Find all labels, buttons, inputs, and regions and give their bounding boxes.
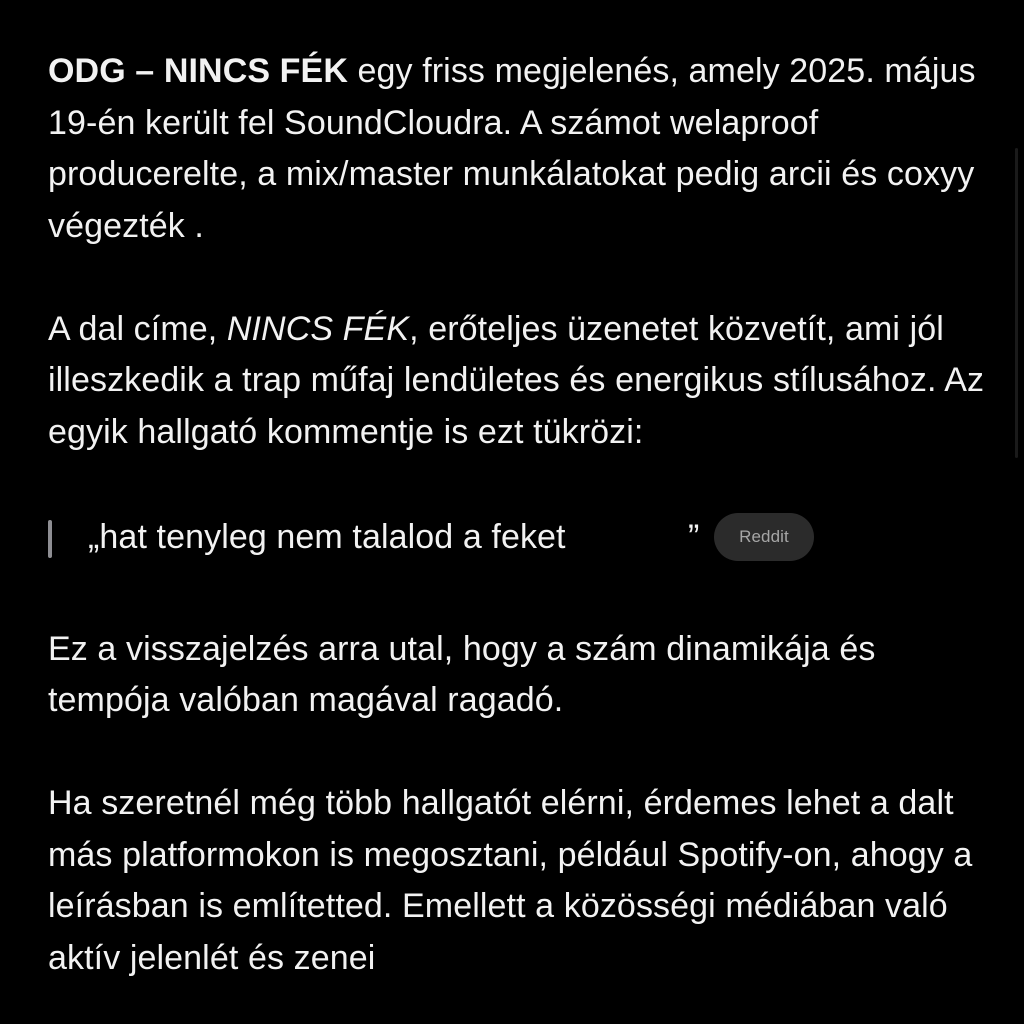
song-title-italic: NINCS FÉK <box>226 309 410 348</box>
para2-before: A dal címe, <box>48 309 227 348</box>
promotion-paragraph: Ha szeretnél még több hallgatót elérni, érdemes lehet a dalt más platformokon is megosztani, például Spotify-on, ahogy a leírásban is említetted. Emellett a közösségi médiában való aktív jelenlét és zenei <box>48 784 973 977</box>
quote-text: „hat tenyleg nem talalod a feket <box>88 517 566 556</box>
intro-paragraph <box>48 46 988 252</box>
title-meaning-paragraph <box>48 304 988 459</box>
quote-bar <box>48 520 52 558</box>
feedback-paragraph: Ez a visszajelzés arra utal, hogy a szám dinamikája és tempója valóban magával ragadó. <box>48 629 876 719</box>
intro-text: egy friss megjelenés, amely 2025. május 19-én került fel SoundCloudra. A számot welaproof producerelte, a mix/master munkálatokat pedig arcii és coxyy végezték . <box>48 52 976 245</box>
song-title-bold: ODG – NINCS FÉK <box>48 52 348 90</box>
blockquote <box>48 510 988 570</box>
para2-after: , erőteljes üzenetet közvetít, ami jól illeszkedik a trap műfaj lendületes és energikus stílusához. Az egyik hallgató kommentje is ezt tükrözi: <box>48 309 985 451</box>
source-chip-reddit[interactable]: Reddit <box>714 513 814 561</box>
scrollbar[interactable] <box>1015 148 1018 458</box>
quote-close-mark: ” <box>688 517 700 556</box>
assistant-message <box>48 46 988 1024</box>
